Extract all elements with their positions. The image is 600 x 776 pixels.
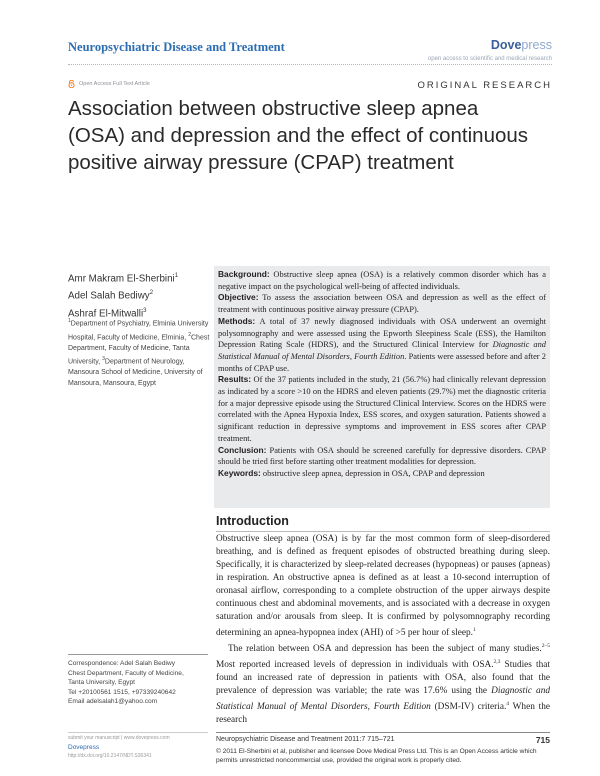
paragraph-text: Obstructive sleep apnea (OSA) is by far the most common form of sleep-disordered breathing, and is defined as frequent episodes of obstructed breathing during sleep. Specifically, it is characterized by sleep-related decreases (hypopneas) or pauses (apneas) in respiration. An obstructive apnea is defined as at least a 10-second interruption of oronasal airflow, corresponding to a complete obstruction of the upper airways despite continuous chest and abdominal movements, and is associated with a decrease in oxygen saturation and/or arousals from sleep. It is confirmed by polysomnography recording determining an apnea-hypopnea index (AHI) of >5 per hour of sleep. [216,534,550,639]
publisher-tagline: open access to scientific and medical research [427,56,552,62]
paragraph-text: Most reported increased levels of depression in individuals with OSA. [216,660,494,671]
correspondence-email[interactable]: Email adelsalah1@yahoo.com [68,698,158,706]
author-name: Ashraf El-Mitwalli [68,307,144,319]
page-number: 715 [535,735,550,745]
paragraph [216,640,550,727]
citation-link[interactable]: 2–5 [541,643,550,650]
abstract-label: Objective: [218,292,259,303]
paragraph-text-italic: Diagnostic and Statistical Manual of Mental Disorders, Fourth Edition [216,686,550,713]
paragraph-text: (DSM-IV) criteria. [430,702,507,713]
abstract-results [218,374,546,444]
journal-name: Neuropsychiatric Disease and Treatment [68,40,285,54]
abstract-keywords [218,468,546,480]
citation-link[interactable]: 1 [472,627,476,633]
paragraph-text: The relation between OSA and depression has been the subject of many studies. [228,644,542,655]
correspondence-address: Chest Department, Faculty of Medicine, [68,669,184,677]
author-sup: 3 [143,307,147,314]
correspondence-address: Tanta University, Egypt [68,679,135,687]
abstract-label: Conclusion: [218,444,267,455]
author[interactable] [68,286,178,303]
introduction-body [216,533,550,727]
abstract-text: Of the 37 patients included in the study, 21 (56.7%) had clinically relevant depression as indicated by a score >10 on the HDRS and eleven patients (29.7%) met the diagnostic criteria for a major depressive episode using the Structured Clinical Interview. Scores on the HDRS were correlated with the Apnea Hypoxia Index, ESS scores, and oxygen saturation. Patients showed a significant reduction in depressive symptoms and improvement in ESS scores after CPAP treatment. [218,375,546,443]
doi-link[interactable]: http://dx.doi.org/10.2147/NDT.S36341 [68,753,152,759]
abstract-label: Methods: [218,315,256,326]
abstract-text: . Patients were assessed before and after 2 months of CPAP use. [218,351,546,373]
abstract-methods [218,316,546,375]
affiliation-sup: 3 [102,356,105,363]
copyright-notice: © 2011 El-Sherbini et al, publisher and licensee Dove Medical Press Ltd. This is an Open Access article which permits unrestricted noncommercial use, provided the original work is properly cited. [216,748,537,764]
open-access-label: Open Access Full Text Article [79,81,150,87]
correspondence-name: Correspondence: Adel Salah Bediwy [68,660,176,667]
citation-link[interactable]: 4 [506,701,510,708]
author-sup: 1 [174,273,179,279]
affiliations [68,316,210,390]
affiliation-text: Department of Neurology, Mansoura School of Medicine, University of Mansoura, Mansoura, Egypt [68,358,203,387]
abstract-label: Results: [218,374,252,385]
article-title: Association between obstructive sleep apnea (OSA) and depression and the effect of continuous positive airway pressure (CPAP) treatment [68,97,529,174]
author-name: Adel Salah Bediwy [68,290,150,302]
affiliation-text: Chest Department, Faculty of Medicine, Tanta University, [68,334,210,366]
affiliation-text: Department of Psychiatry, Elminia University Hospital, Faculty of Medicine, Elminia, [68,320,209,342]
abstract-label: Background: [218,269,270,279]
citation-link[interactable]: 2,3 [493,659,501,666]
affiliation-sup: 1 [68,318,71,324]
open-access-lock-icon [68,80,75,88]
abstract-background [218,269,546,292]
correspondence-rule [68,654,208,655]
footer-journal-issue: Neuropsychiatric Disease and Treatment 2011:7 715–721 [216,736,395,743]
footer-left-rule [68,732,208,733]
abstract-text: obstructive sleep apnea, depression in OSA, CPAP and depression [262,468,485,478]
author[interactable] [68,269,178,286]
abstract-conclusion [218,445,546,468]
abstract-text-italic: Diagnostic and Statistical Manual of Mental Disorders, Fourth Edition [218,340,546,361]
author-sup: 2 [149,290,154,297]
abstract-text: A total of 37 newly diagnosed individuals with OSA underwent an overnight polysomnography and were assessed using the Epworth Sleepiness Scale (ESS), the Hamilton Depression Rating Scale (HDRS), and the Structured Clinical Interview for [218,316,546,350]
header-rule [68,64,552,65]
author-name: Amr Makram El-Sherbini [68,273,175,285]
introduction-heading: Introduction [216,514,289,528]
publisher-name-bold: Dove [490,38,522,52]
affiliation-sup: 2 [188,331,191,338]
paragraph [216,533,550,640]
footer-left [68,734,170,761]
article-type: ORIGINAL RESEARCH [417,80,552,91]
abstract-text: To assess the association between OSA and depression as well as the effect of treatment with continuous positive airway pressure (CPAP). [218,293,546,315]
submit-manuscript-link[interactable]: submit your manuscript | www.dovepress.com [68,735,170,741]
abstract-objective [218,292,546,315]
paragraph-text: When the research [216,702,550,726]
introduction-rule [216,531,550,532]
paragraph-text: Studies that found an increased rate of depression in patients with OSA, also found that the prevalence of depression was variable; the rate was 17.6% using the [216,660,550,697]
footer-rule [216,732,550,733]
abstract-text: Obstructive sleep apnea (OSA) is a relatively common disorder which has a negative impact on the psychological well-being of affected individuals. [218,270,546,291]
publisher-name-light: press [521,38,552,52]
abstract-label: Keywords: [218,467,261,478]
abstract-box [214,266,550,508]
abstract-text: Patients with OSA should be screened carefully for depressive disorders. CPAP should be tried first before starting other treatment modalities for depression. [218,445,546,467]
correspondence-phone: Tel +20100561 1515, +97339240642 [68,688,176,696]
author-list [68,269,178,321]
footer-publisher: Dovepress [68,744,100,751]
correspondence [68,659,216,707]
publisher-logo [491,38,552,52]
